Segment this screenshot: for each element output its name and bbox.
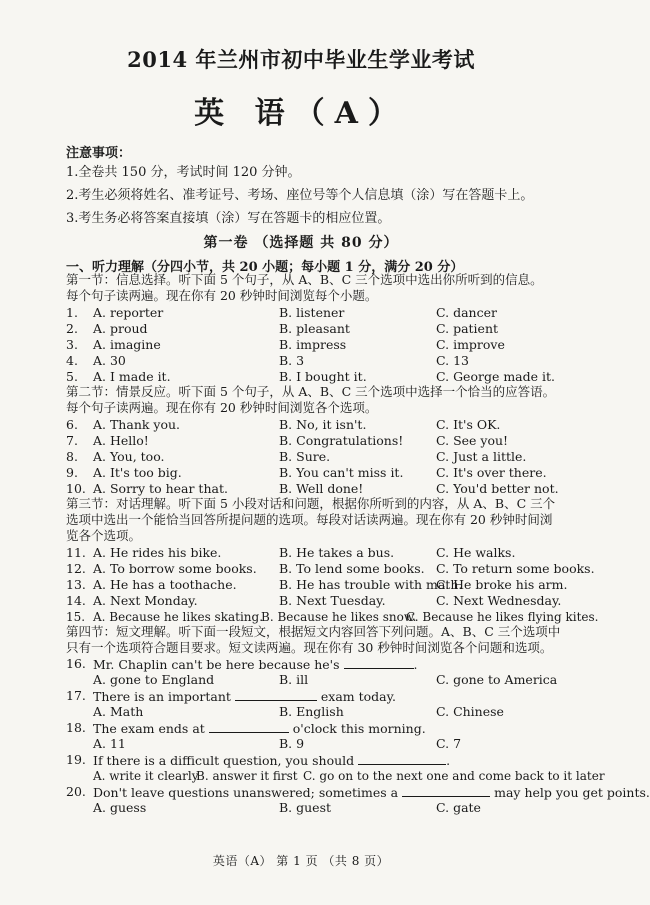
- section3-intro: 第三节：对话理解。听下面 5 小段对话和问题，根据你所听到的内容，从 A、B、C 三个: [66, 496, 556, 511]
- question-stem: [66, 688, 586, 704]
- option-c: C. gone to America: [436, 672, 558, 687]
- answer-blank: [209, 720, 289, 733]
- option-c: C. See you!: [436, 433, 509, 448]
- question-number: 16.: [66, 656, 86, 671]
- option-b: B. No, it isn't.: [279, 417, 367, 432]
- question-number: 15.: [66, 610, 86, 624]
- question-number: 17.: [66, 688, 86, 703]
- option-b: B. 3: [279, 353, 305, 368]
- answer-blank: [402, 784, 490, 797]
- option-b: B. impress: [279, 337, 347, 352]
- page-footer: 英语（A） 第 1 页 （共 8 页）: [212, 854, 390, 868]
- option-a: A. write it clearly: [93, 769, 199, 783]
- question-row: [66, 337, 586, 353]
- option-c: C. He broke his arm.: [436, 577, 568, 592]
- question-row: [66, 433, 586, 449]
- question-number: 12.: [66, 561, 86, 576]
- question-row: [66, 321, 586, 337]
- section2-intro: 第二节：情景反应。听下面 5 个句子，从 A、B、C 三个选项中选择一个恰当的应答语。: [66, 384, 556, 399]
- option-b: B. He has trouble with math.: [279, 577, 463, 592]
- option-c: C. gate: [436, 800, 481, 815]
- notice-item: 1.全卷共 150 分，考试时间 120 分钟。: [66, 165, 301, 180]
- option-b: B. listener: [279, 305, 345, 320]
- option-b: B. answer it first: [196, 769, 298, 783]
- stem-text: Don't leave questions unanswered; sometimes a may help you get points.: [93, 785, 650, 800]
- section4-intro: 第四节：短文理解。听下面一段短文，根据短文内容回答下列问题。A、B、C 三个选项中: [66, 624, 561, 639]
- question-number: 6.: [66, 417, 78, 432]
- option-b: B. Next Tuesday.: [279, 593, 386, 608]
- option-b: B. Because he likes snow.: [261, 610, 417, 624]
- option-a: A. Thank you.: [93, 417, 181, 432]
- option-c: C. To return some books.: [436, 561, 595, 576]
- option-a: A. 30: [93, 353, 126, 368]
- section3-intro: 选项中选出一个能恰当回答所提问题的选项。每段对话读两遍。现在你有 20 秒钟时间浏: [66, 512, 553, 527]
- question-number: 19.: [66, 752, 86, 767]
- section2-intro: 每个句子读两遍。现在你有 20 秒钟时间浏览各个选项。: [66, 400, 378, 415]
- subject-title: 英 语（A）: [194, 96, 408, 131]
- option-c: C. 13: [436, 353, 469, 368]
- question-row: [66, 736, 586, 752]
- option-c: C. George made it.: [436, 369, 555, 384]
- stem-text: If there is a difficult question, you should .: [93, 753, 451, 768]
- exam-title: 2014 年兰州市初中毕业生学业考试: [127, 47, 475, 72]
- option-a: A. Hello!: [93, 433, 149, 448]
- stem-text: There is an important exam today.: [93, 689, 396, 704]
- question-stem: [66, 752, 586, 768]
- question-row: [66, 305, 586, 321]
- option-b: B. Sure.: [279, 449, 331, 464]
- listening-section-title: 一、听力理解（分四小节，共 20 小题；每小题 1 分，满分 20 分）: [66, 260, 464, 275]
- option-c: C. Just a little.: [436, 449, 527, 464]
- question-stem: [66, 656, 586, 672]
- option-b: B. English: [279, 704, 344, 719]
- option-c: C. He walks.: [436, 545, 516, 560]
- notice-heading: 注意事项：: [66, 146, 132, 161]
- notice-item: 2.考生必须将姓名、准考证号、考场、座位号等个人信息填（涂）写在答题卡上。: [66, 188, 534, 203]
- question-number: 11.: [66, 545, 86, 560]
- stem-text: The exam ends at o'clock this morning.: [93, 721, 426, 736]
- option-a: A. You, too.: [93, 449, 165, 464]
- question-row: [66, 609, 599, 625]
- question-row: [66, 577, 586, 593]
- section4-intro: 只有一个选项符合题目要求。短文读两遍。现在你有 30 秒钟时间浏览各个问题和选项。: [66, 640, 553, 655]
- option-a: A. proud: [93, 321, 148, 336]
- question-number: 20.: [66, 784, 86, 799]
- option-b: B. guest: [279, 800, 332, 815]
- question-stem: [66, 720, 586, 736]
- question-number: 4.: [66, 353, 78, 368]
- option-c: C. improve: [436, 337, 505, 352]
- question-row: [66, 481, 586, 497]
- answer-blank: [344, 656, 414, 669]
- question-number: 9.: [66, 465, 78, 480]
- question-row: [66, 561, 595, 577]
- question-row: [66, 800, 586, 816]
- option-c: C. dancer: [436, 305, 497, 320]
- question-row: [66, 704, 586, 720]
- option-a: A. Because he likes skating.: [93, 610, 264, 624]
- answer-blank: [358, 752, 446, 765]
- option-a: A. Sorry to hear that.: [93, 481, 228, 496]
- option-c: C. 7: [436, 736, 462, 751]
- question-number: 5.: [66, 369, 78, 384]
- question-number: 10.: [66, 481, 86, 496]
- notice-item: 3.考生务必将答案直接填（涂）写在答题卡的相应位置。: [66, 211, 391, 226]
- option-c: C. Because he likes flying kites.: [406, 610, 599, 624]
- option-b: B. To lend some books.: [279, 561, 425, 576]
- option-c: C. Chinese: [436, 704, 504, 719]
- question-number: 8.: [66, 449, 78, 464]
- question-number: 13.: [66, 577, 86, 592]
- option-b: B. ill: [279, 672, 309, 687]
- question-row: [66, 545, 586, 561]
- option-c: C. Next Wednesday.: [436, 593, 562, 608]
- option-b: B. I bought it.: [279, 369, 367, 384]
- option-b: B. pleasant: [279, 321, 350, 336]
- option-b: B. You can't miss it.: [279, 465, 404, 480]
- question-row: [66, 465, 586, 481]
- option-c: C. It's over there.: [436, 465, 547, 480]
- option-a: A. He has a toothache.: [93, 577, 237, 592]
- option-a: A. Next Monday.: [93, 593, 198, 608]
- option-c: C. You'd better not.: [436, 481, 559, 496]
- section1-intro: 第一节：信息选择。听下面 5 个句子，从 A、B、C 三个选项中选出你所听到的信息。: [66, 272, 543, 287]
- part-one-title: 第一卷 （选择题 共 80 分）: [203, 235, 399, 251]
- option-b: B. 9: [279, 736, 305, 751]
- option-c: C. It's OK.: [436, 417, 501, 432]
- question-number: 3.: [66, 337, 78, 352]
- option-a: A. 11: [93, 736, 126, 751]
- option-a: A. He rides his bike.: [93, 545, 222, 560]
- question-number: 14.: [66, 593, 86, 608]
- option-b: B. He takes a bus.: [279, 545, 395, 560]
- section1-intro: 每个句子读两遍。现在你有 20 秒钟时间浏览每个小题。: [66, 288, 378, 303]
- question-number: 1.: [66, 305, 78, 320]
- question-row: [66, 449, 586, 465]
- question-row: [66, 417, 586, 433]
- question-number: 7.: [66, 433, 78, 448]
- answer-blank: [235, 688, 317, 701]
- question-row: [66, 369, 586, 385]
- question-row: [66, 353, 586, 369]
- option-c: C. patient: [436, 321, 499, 336]
- option-a: A. It's too big.: [93, 465, 182, 480]
- option-a: A. imagine: [93, 337, 161, 352]
- question-number: 18.: [66, 720, 86, 735]
- question-number: 2.: [66, 321, 78, 336]
- option-a: A. I made it.: [93, 369, 171, 384]
- option-a: A. guess: [93, 800, 147, 815]
- question-stem: [66, 784, 650, 800]
- question-row: [66, 593, 586, 609]
- option-b: B. Congratulations!: [279, 433, 404, 448]
- option-c: C. go on to the next one and come back to it later: [303, 769, 605, 783]
- option-a: A. To borrow some books.: [93, 561, 257, 576]
- stem-text: Mr. Chaplin can't be here because he's .: [93, 657, 418, 672]
- option-a: A. gone to England: [93, 672, 215, 687]
- question-row: [66, 672, 586, 688]
- option-a: A. reporter: [93, 305, 164, 320]
- question-row: [66, 768, 605, 784]
- option-a: A. Math: [93, 704, 144, 719]
- option-b: B. Well done!: [279, 481, 364, 496]
- section3-intro: 览各个选项。: [66, 528, 142, 543]
